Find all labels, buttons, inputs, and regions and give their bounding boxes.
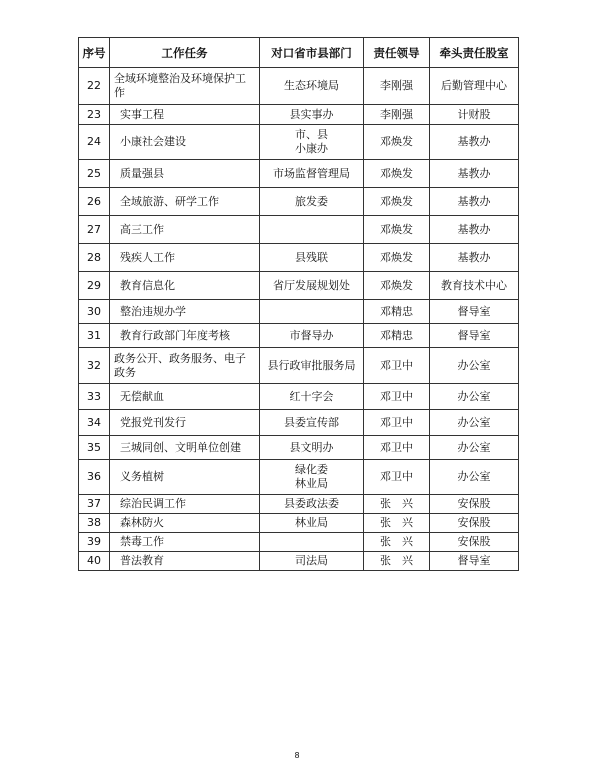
cell-lead-office: 基教办 (430, 188, 519, 216)
cell-leader: 邓焕发 (364, 244, 430, 272)
table-row (79, 324, 519, 348)
cell-leader: 李刚强 (364, 68, 430, 105)
cell-lead-office: 办公室 (430, 410, 519, 436)
table-row (79, 105, 519, 125)
cell-department: 县实事办 (260, 105, 364, 125)
cell-leader: 张 兴 (364, 495, 430, 514)
cell-serial-no: 36 (79, 460, 110, 495)
header-responsible-leader: 责任领导 (364, 38, 430, 68)
cell-work-task: 全域环境整治及环境保护工作 (110, 68, 260, 105)
cell-work-task: 普法教育 (110, 552, 260, 571)
cell-serial-no: 32 (79, 348, 110, 384)
cell-department: 县行政审批服务局 (260, 348, 364, 384)
cell-department: 市督导办 (260, 324, 364, 348)
cell-department: 县文明办 (260, 436, 364, 460)
cell-serial-no: 34 (79, 410, 110, 436)
cell-lead-office: 办公室 (430, 436, 519, 460)
header-work-task: 工作任务 (110, 38, 260, 68)
cell-leader: 邓焕发 (364, 125, 430, 160)
cell-department: 林业局 (260, 514, 364, 533)
cell-leader: 邓焕发 (364, 188, 430, 216)
cell-department: 县残联 (260, 244, 364, 272)
header-lead-office: 牵头责任股室 (430, 38, 519, 68)
cell-department: 绿化委 林业局 (260, 460, 364, 495)
cell-serial-no: 27 (79, 216, 110, 244)
cell-serial-no: 26 (79, 188, 110, 216)
cell-lead-office: 基教办 (430, 244, 519, 272)
cell-department (260, 533, 364, 552)
table-row (79, 460, 519, 495)
cell-work-task: 禁毒工作 (110, 533, 260, 552)
cell-serial-no: 37 (79, 495, 110, 514)
table-row (79, 552, 519, 571)
table-row (79, 436, 519, 460)
cell-lead-office: 办公室 (430, 348, 519, 384)
cell-work-task: 残疾人工作 (110, 244, 260, 272)
cell-work-task: 综治民调工作 (110, 495, 260, 514)
table-row (79, 384, 519, 410)
cell-leader: 李刚强 (364, 105, 430, 125)
table-row (79, 68, 519, 105)
table-row (79, 348, 519, 384)
cell-leader: 张 兴 (364, 552, 430, 571)
cell-lead-office: 基教办 (430, 216, 519, 244)
cell-serial-no: 22 (79, 68, 110, 105)
cell-work-task: 全域旅游、研学工作 (110, 188, 260, 216)
cell-serial-no: 23 (79, 105, 110, 125)
cell-work-task: 质量强县 (110, 160, 260, 188)
cell-serial-no: 25 (79, 160, 110, 188)
cell-department (260, 216, 364, 244)
table-row (79, 160, 519, 188)
table-header-row (79, 38, 519, 68)
work-task-table (78, 37, 519, 571)
cell-serial-no: 33 (79, 384, 110, 410)
cell-serial-no: 38 (79, 514, 110, 533)
cell-lead-office: 安保股 (430, 514, 519, 533)
cell-department: 县委政法委 (260, 495, 364, 514)
table-row (79, 125, 519, 160)
cell-lead-office: 基教办 (430, 160, 519, 188)
cell-lead-office: 督导室 (430, 552, 519, 571)
cell-lead-office: 计财股 (430, 105, 519, 125)
cell-lead-office: 督导室 (430, 324, 519, 348)
cell-work-task: 党报党刊发行 (110, 410, 260, 436)
table-row (79, 300, 519, 324)
cell-department: 市、县 小康办 (260, 125, 364, 160)
cell-work-task: 高三工作 (110, 216, 260, 244)
cell-serial-no: 31 (79, 324, 110, 348)
cell-lead-office: 教育技术中心 (430, 272, 519, 300)
cell-serial-no: 40 (79, 552, 110, 571)
cell-work-task: 政务公开、政务服务、电子政务 (110, 348, 260, 384)
table-row (79, 495, 519, 514)
cell-lead-office: 后勤管理中心 (430, 68, 519, 105)
page-number: 8 (294, 751, 300, 760)
cell-leader: 邓卫中 (364, 436, 430, 460)
table-row (79, 514, 519, 533)
cell-lead-office: 办公室 (430, 460, 519, 495)
cell-lead-office: 安保股 (430, 495, 519, 514)
table-row (79, 216, 519, 244)
cell-serial-no: 35 (79, 436, 110, 460)
cell-department: 司法局 (260, 552, 364, 571)
cell-serial-no: 28 (79, 244, 110, 272)
cell-leader: 邓卫中 (364, 384, 430, 410)
cell-work-task: 教育信息化 (110, 272, 260, 300)
table-row (79, 410, 519, 436)
cell-department: 市场监督管理局 (260, 160, 364, 188)
header-serial-no: 序号 (79, 38, 110, 68)
cell-lead-office: 基教办 (430, 125, 519, 160)
cell-serial-no: 39 (79, 533, 110, 552)
cell-department: 县委宣传部 (260, 410, 364, 436)
cell-leader: 邓卫中 (364, 460, 430, 495)
cell-leader: 邓卫中 (364, 410, 430, 436)
cell-lead-office: 督导室 (430, 300, 519, 324)
cell-serial-no: 30 (79, 300, 110, 324)
cell-leader: 张 兴 (364, 533, 430, 552)
table-row (79, 244, 519, 272)
cell-leader: 邓卫中 (364, 348, 430, 384)
cell-serial-no: 24 (79, 125, 110, 160)
cell-department: 生态环境局 (260, 68, 364, 105)
cell-work-task: 整治违规办学 (110, 300, 260, 324)
cell-work-task: 森林防火 (110, 514, 260, 533)
cell-serial-no: 29 (79, 272, 110, 300)
cell-department: 旅发委 (260, 188, 364, 216)
cell-work-task: 实事工程 (110, 105, 260, 125)
cell-leader: 邓焕发 (364, 216, 430, 244)
cell-work-task: 三城同创、文明单位创建 (110, 436, 260, 460)
cell-leader: 邓精忠 (364, 300, 430, 324)
cell-work-task: 义务植树 (110, 460, 260, 495)
table-row (79, 533, 519, 552)
cell-lead-office: 办公室 (430, 384, 519, 410)
cell-work-task: 教育行政部门年度考核 (110, 324, 260, 348)
cell-department: 红十字会 (260, 384, 364, 410)
cell-lead-office: 安保股 (430, 533, 519, 552)
cell-leader: 邓焕发 (364, 160, 430, 188)
cell-department: 省厅发展规划处 (260, 272, 364, 300)
cell-work-task: 无偿献血 (110, 384, 260, 410)
table-row (79, 188, 519, 216)
table-row (79, 272, 519, 300)
cell-work-task: 小康社会建设 (110, 125, 260, 160)
cell-leader: 邓精忠 (364, 324, 430, 348)
cell-leader: 邓焕发 (364, 272, 430, 300)
header-counterpart-department: 对口省市县部门 (260, 38, 364, 68)
cell-department (260, 300, 364, 324)
cell-leader: 张 兴 (364, 514, 430, 533)
